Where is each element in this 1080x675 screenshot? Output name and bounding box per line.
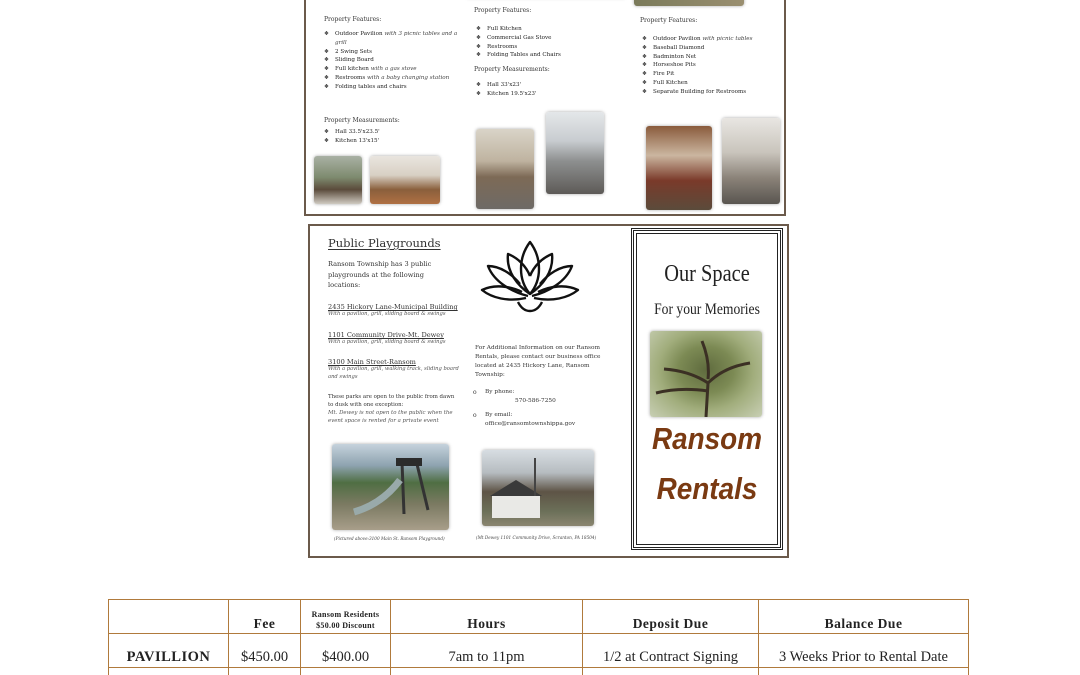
cover-subtitle: For your Memories	[654, 301, 760, 318]
tree-icon	[650, 331, 762, 417]
feature-item: ❖ Restrooms	[476, 43, 626, 52]
measurements-list	[476, 81, 626, 99]
discount-cell: $400.00	[301, 634, 391, 668]
contact-info-text: For Additional Information on our Ransom Rentals, please contact our business office located at 2435 Hickory Lane, Ransom Township:	[475, 345, 601, 378]
email-contact	[485, 411, 595, 429]
location-name: 2435 Hickory Lane-Municipal Building	[328, 303, 458, 311]
park-kitchen-photo	[722, 118, 780, 204]
lotus-icon	[478, 236, 582, 326]
feature-item: ❖ Folding Tables and Chairs	[476, 51, 626, 60]
feature-item: ❖ 2 Swing Sets	[324, 48, 459, 57]
table-cell	[229, 668, 301, 675]
features-list	[476, 25, 626, 60]
church-icon	[482, 450, 594, 526]
park-top-photo	[634, 0, 744, 6]
feature-item: ❖ Badminton Net	[642, 53, 782, 62]
phone-number[interactable]: 570-586-7250	[515, 398, 556, 404]
cover-name-line2: Rentals	[656, 471, 758, 506]
hours-cell: 7am to 11pm	[391, 634, 583, 668]
rates-table	[108, 599, 969, 675]
phone-label: o By phone:	[485, 389, 514, 395]
pavilion-photo	[646, 126, 712, 210]
location-desc: With a pavilion, grill, walking track, sliding board and swings	[328, 366, 459, 380]
table-row	[109, 634, 969, 668]
playground-photo	[332, 444, 449, 530]
township-building-column	[314, 0, 464, 214]
park-hours-note: These parks are open to the public from dawn to dusk with one exception: Mt. Dewey is not open to the public when the event space is rented for a private event	[328, 394, 455, 424]
features-heading: Property Features:	[324, 16, 382, 23]
feature-item: ❖ Full Kitchen	[476, 25, 626, 34]
measurement-item: ❖ Kitchen 19.5'x23'	[476, 90, 626, 99]
location-item	[328, 358, 463, 381]
playground-caption: (Pictured above:3100 Main St. Ransom Playground)	[334, 536, 445, 541]
feature-item: ❖ Separate Building for Restrooms	[642, 88, 782, 97]
features-heading: Property Features:	[640, 17, 698, 24]
measurement-item: ❖ Hall 33'x23'	[476, 81, 626, 90]
location-name: 3100 Main Street-Ransom	[328, 358, 416, 366]
table-cell	[759, 668, 969, 675]
measurement-item: ❖ Kitchen 13'x15'	[324, 137, 459, 146]
location-item	[328, 303, 463, 319]
deposit-cell: 1/2 at Contract Signing	[583, 634, 759, 668]
feature-item: ❖ Full kitchen with a gas stove	[324, 65, 459, 74]
measurements-list	[324, 128, 459, 146]
hall-interior-photo	[476, 129, 534, 209]
feature-item: ❖ Restrooms with a baby changing station	[324, 74, 459, 83]
cover-title: Our Space	[664, 261, 750, 287]
table-cell	[391, 668, 583, 675]
playgrounds-intro: Ransom Township has 3 public playgrounds at the following locations:	[328, 260, 432, 289]
location-name: 1101 Community Drive-Mt. Dewey	[328, 331, 444, 339]
feature-item: ❖ Commercial Gas Stove	[476, 34, 626, 43]
row-label: PAVILLION	[109, 634, 229, 668]
cover-name-line1: Ransom	[651, 421, 763, 456]
measurements-heading: Property Measurements:	[324, 117, 400, 124]
brochure-bottom-panel	[308, 224, 789, 558]
measurements-heading: Property Measurements:	[474, 66, 550, 73]
header-hours: Hours	[391, 600, 583, 634]
exception-note: Mt. Dewey is not open to the public when the event space is rented for a private event	[328, 410, 453, 424]
playgrounds-title: Public Playgrounds	[328, 236, 441, 250]
ransom-park-column	[632, 0, 782, 214]
table-row	[109, 668, 969, 675]
oak-tree-photo	[650, 331, 762, 417]
email-address[interactable]: office@ransomtownshippa.gov	[485, 421, 576, 427]
features-list	[642, 35, 782, 97]
header-blank	[109, 600, 229, 634]
header-balance-due: Balance Due	[759, 600, 969, 634]
location-desc: With a pavilion, grill, sliding board & swings	[328, 311, 446, 317]
measurement-item: ❖ Hall 33.5'x23.5'	[324, 128, 459, 137]
mt-dewey-building-photo	[482, 450, 594, 526]
brochure-cover	[631, 228, 783, 550]
feature-item: ❖ Horseshoe Pits	[642, 61, 782, 70]
header-deposit-due: Deposit Due	[583, 600, 759, 634]
fee-cell: $450.00	[229, 634, 301, 668]
header-resident-discount: Ransom Residents $50.00 Discount	[301, 600, 391, 634]
header-fee: Fee	[229, 600, 301, 634]
balance-cell: 3 Weeks Prior to Rental Date	[759, 634, 969, 668]
table-header-row	[109, 600, 969, 634]
hall-floor-photo	[546, 112, 604, 194]
table-cell	[583, 668, 759, 675]
phone-contact	[485, 388, 595, 406]
mt-dewey-column	[466, 0, 630, 214]
table-cell	[109, 668, 229, 675]
feature-item: ❖ Full Kitchen	[642, 79, 782, 88]
feature-item: ❖ Outdoor Pavilion with 3 picnic tables and a grill	[324, 30, 459, 48]
location-desc: With a pavilion, grill, sliding board & swings	[328, 339, 446, 345]
slide-icon	[332, 444, 449, 530]
kitchen-photo	[370, 156, 440, 204]
feature-item: ❖ Baseball Diamond	[642, 44, 782, 53]
location-item	[328, 331, 463, 347]
building-exterior-photo	[314, 156, 362, 204]
features-heading: Property Features:	[474, 7, 532, 14]
feature-item: ❖ Outdoor Pavilion with picnic tables	[642, 35, 782, 44]
table-cell	[301, 668, 391, 675]
brochure-top-panel	[304, 0, 786, 216]
email-label: o By email:	[485, 412, 512, 418]
feature-item: ❖ Sliding Board	[324, 56, 459, 65]
feature-item: ❖ Fire Pit	[642, 70, 782, 79]
building-caption: (Mt Dewey 1101 Community Drive, Scranton, PA 18504)	[476, 535, 597, 540]
features-list	[324, 30, 459, 92]
feature-item: ❖ Folding tables and chairs	[324, 83, 459, 92]
